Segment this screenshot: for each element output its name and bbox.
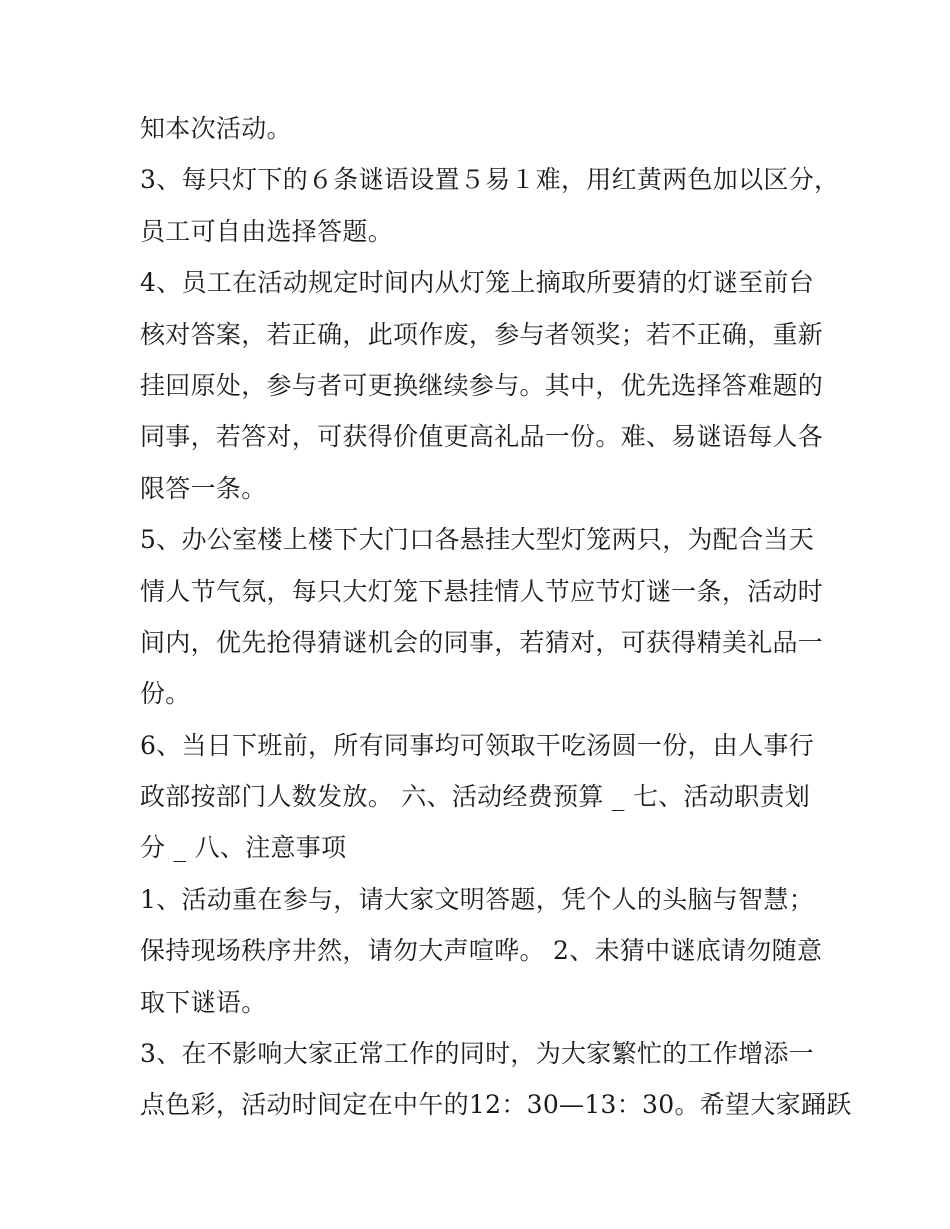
- text-line: 同事，若答对，可获得价值更高礼品一份。难、易谜语每人各: [140, 422, 824, 452]
- text-line: 间内，优先抢得猜谜机会的同事，若猜对，可获得精美礼品一: [140, 627, 824, 657]
- text-line: 挂回原处，参与者可更换继续参与。其中，优先选择答难题的: [140, 370, 824, 400]
- text-line: 6、当日下班前，所有同事均可领取干吃汤圆一份，由人事行: [140, 730, 815, 760]
- text-line: 4、员工在活动规定时间内从灯笼上摘取所要猜的灯谜至前台: [140, 268, 815, 298]
- text-line: 限答一条。: [140, 473, 267, 503]
- text-line: 保持现场秩序井然，请勿大声喧哗。 2、未猜中谜底请勿随意: [140, 936, 823, 966]
- text-line: 知本次活动。: [140, 114, 292, 143]
- text-line: 份。: [140, 679, 191, 709]
- text-line: 取下谜语。: [140, 987, 267, 1017]
- document-body: [140, 103, 852, 1131]
- text-line: 情人节气氛，每只大灯笼下悬挂情人节应节灯谜一条，活动时: [140, 576, 824, 606]
- text-line: 点色彩，活动时间定在中午的12：30—13：30。希望大家踊跃: [140, 1090, 852, 1120]
- text-line: 核对答案，若正确，此项作废，参与者领奖；若不正确，重新: [140, 319, 824, 349]
- text-line: 3、在不影响大家正常工作的同时，为大家繁忙的工作增添一: [140, 1039, 815, 1069]
- text-line: 政部按部门人数发放。 六、活动经费预算 _ 七、活动职责划: [140, 782, 811, 812]
- text-line: 1、活动重在参与，请大家文明答题，凭个人的头脑与智慧；: [140, 884, 815, 914]
- text-line: 员工可自由选择答题。: [140, 216, 394, 246]
- text-line: 5、办公室楼上楼下大门口各悬挂大型灯笼两只，为配合当天: [140, 525, 815, 555]
- text-line: 3、每只灯下的６条谜语设置５易１难，用红黄两色加以区分，: [140, 165, 840, 195]
- text-line: 分 _ 八、注意事项: [140, 833, 347, 863]
